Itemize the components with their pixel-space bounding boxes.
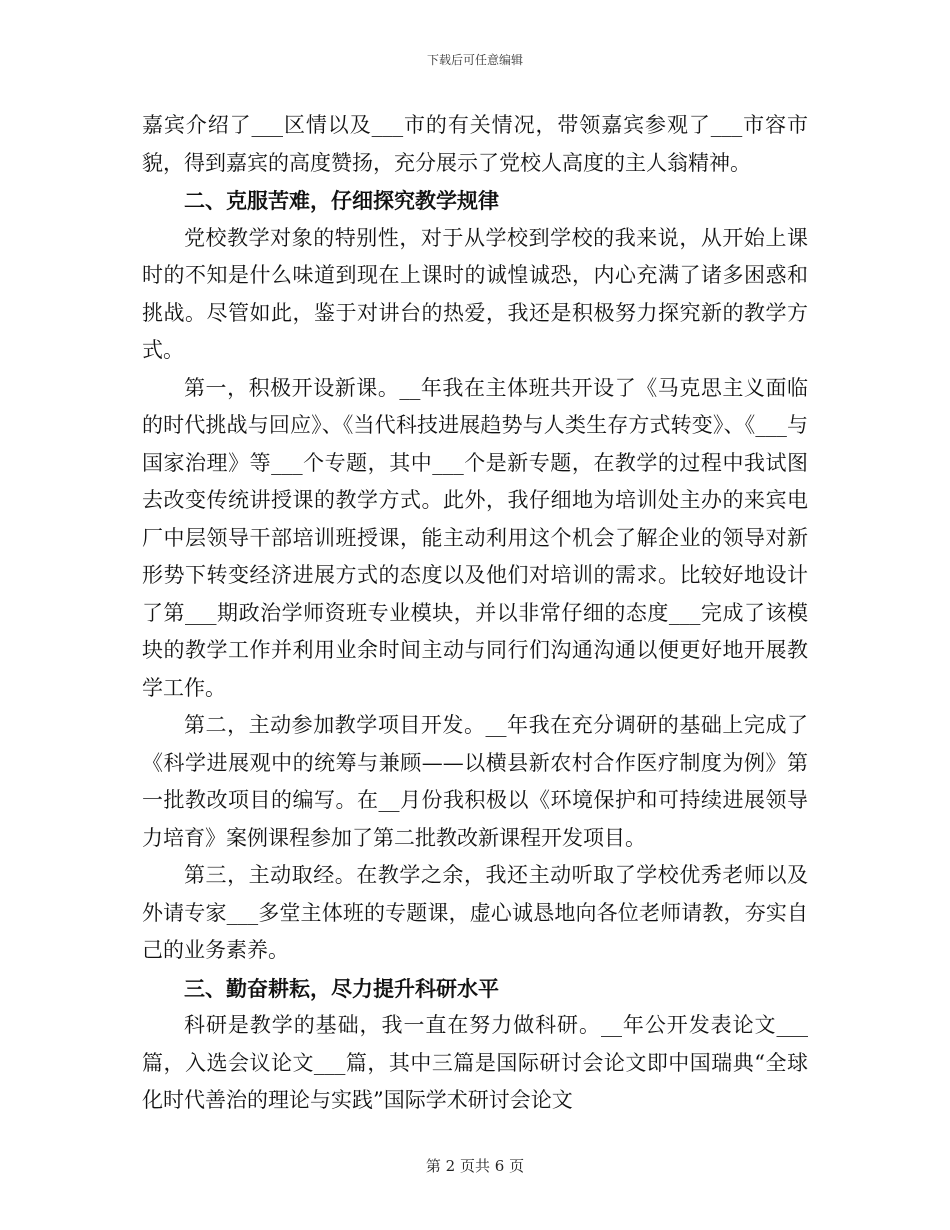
paragraph-research: 科研是教学的基础，我一直在努力做科研。__年公开发表论文___篇，入选会议论文___篇，其中三篇是国际研讨会论文即中国瑞典“全球化时代善治的理论与实践”国际学术研讨会论文 (142, 1013, 808, 1112)
paragraph-first-point: 第一，积极开设新课。__年我在主体班共开设了《马克思主义面临的时代挑战与回应》、《当代科技进展趋势与人类生存方式转变》、《___与国家治理》等___个专题，其中___个是新专题，在教学的过程中我试图去改变传统讲授课的教学方式。此外，我仔细地为培训处主办的来宾电厂中层领导干部培训班授课，能主动利用这个机会了解企业的领导对新形势下转变经济进展方式的态度以及他们对培训的需求。比较好地设计了第___期政治学师资班专业模块，并以非常仔细的态度___完成了该模块的教学工作并利用业余时间主动与同行们沟通沟通以便更好地开展教学工作。 (142, 375, 808, 700)
page-number: 第 2 页共 6 页 (425, 1157, 525, 1175)
paragraph-continued: 嘉宾介绍了___区情以及___市的有关情况，带领嘉宾参观了___市容市貌，得到嘉宾的高度赞扬，充分展示了党校人高度的主人翁精神。 (142, 113, 808, 175)
paragraph-second-point: 第二，主动参加教学项目开发。__年我在充分调研的基础上完成了《科学进展观中的统筹与兼顾——以横县新农村合作医疗制度为例》第一批教改项目的编写。在__月份我积极以《环境保护和可持续进展领导力培育》案例课程参加了第二批教改新课程开发项目。 (142, 713, 808, 850)
section-heading-2: 二、克服苦难，仔细探究教学规律 (184, 188, 499, 213)
page-header: 下载后可任意编辑 (426, 53, 523, 67)
paragraph-third-point: 第三，主动取经。在教学之余，我还主动听取了学校优秀老师以及外请专家___多堂主体班的专题课，虚心诚恳地向各位老师请教，夯实自己的业务素养。 (142, 863, 808, 962)
section-heading-3: 三、勤奋耕耘，尽力提升科研水平 (184, 975, 499, 1001)
paragraph-teaching-intro: 党校教学对象的特别性，对于从学校到学校的我来说，从开始上课时的不知是什么味道到现在上课时的诚惶诚恐，内心充满了诸多困惑和挑战。尽管如此，鉴于对讲台的热爱，我还是积极努力探究新的教学方式。 (142, 225, 808, 362)
document-body (142, 107, 808, 1120)
